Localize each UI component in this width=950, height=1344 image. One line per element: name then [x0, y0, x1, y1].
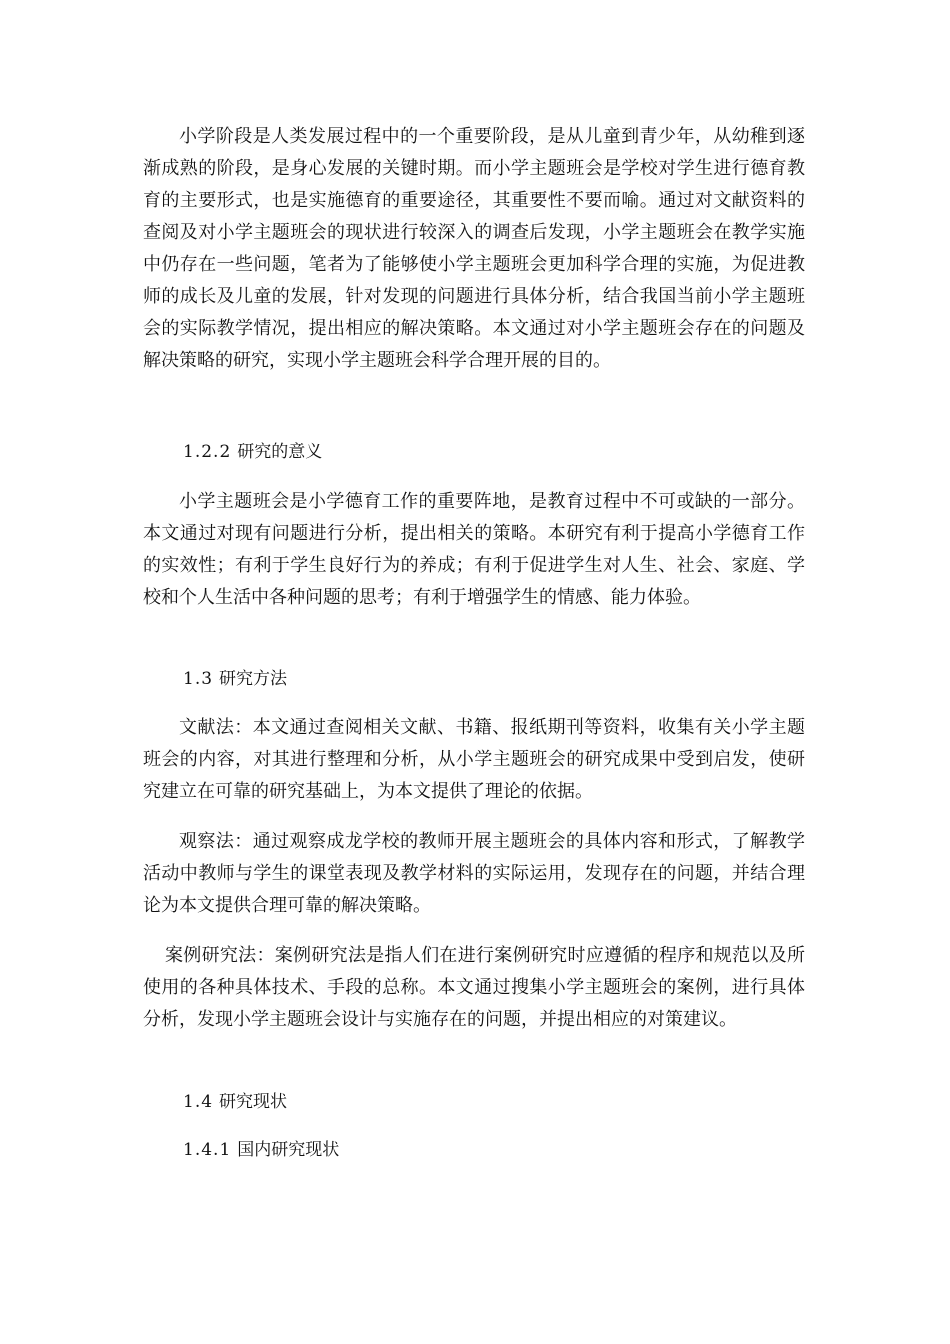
section-heading-1-4-1	[183, 1134, 339, 1166]
paragraph-research-background: 小学阶段是人类发展过程中的一个重要阶段，是从儿童到青少年，从幼稚到逐渐成熟的阶段，是身心发展的关键时期。而小学主题班会是学校对学生进行德育教育的主要形式，也是实施德育的重要途径，其重要性不要而喻。通过对文献资料的查阅及对小学主题班会的现状进行较深入的调查后发现，小学主题班会在教学实施中仍存在一些问题，笔者为了能够使小学主题班会更加科学合理的实施，为促进教师的成长及儿童的发展，针对发现的问题进行具体分析，结合我国当前小学主题班会的实际教学情况，提出相应的解决策略。本文通过对小学主题班会存在的问题及解决策略的研究，实现小学主题班会科学合理开展的目的。	[143, 126, 805, 371]
section-title: 研究的意义	[237, 442, 323, 462]
paragraph-literature-method: 文献法：本文通过查阅相关文献、书籍、报纸期刊等资料，收集有关小学主题班会的内容，对其进行整理和分析，从小学主题班会的研究成果中受到启发，使研究建立在可靠的研究基础上，为本文提供了理论的依据。	[143, 717, 805, 802]
paragraph-observation-method: 观察法：通过观察成龙学校的教师开展主题班会的具体内容和形式，了解教学活动中教师与学生的课堂表现及教学材料的实际运用，发现存在的问题，并结合理论为本文提供合理可靠的解决策略。	[143, 831, 805, 916]
paragraph-case-study-method: 案例研究法：案例研究法是指人们在进行案例研究时应遵循的程序和规范以及所使用的各种具体技术、手段的总称。本文通过搜集小学主题班会的案例，进行具体分析，发现小学主题班会设计与实施存在的问题，并提出相应的对策建议。	[143, 945, 805, 1030]
section-title: 研究现状	[219, 1092, 288, 1112]
section-number: 1.2.2	[183, 442, 232, 462]
section-heading-1-4	[183, 1086, 287, 1118]
section-heading-1-2-2	[183, 436, 322, 468]
section-number: 1.3	[183, 669, 214, 689]
section-heading-1-3	[183, 663, 287, 695]
section-number: 1.4	[183, 1092, 214, 1112]
section-number: 1.4.1	[183, 1140, 232, 1160]
paragraph-research-significance: 小学主题班会是小学德育工作的重要阵地，是教育过程中不可或缺的一部分。本文通过对现有问题进行分析，提出相关的策略。本研究有利于提高小学德育工作的实效性；有利于学生良好行为的养成；有利于促进学生对人生、社会、家庭、学校和个人生活中各种问题的思考；有利于增强学生的情感、能力体验。	[143, 491, 805, 608]
section-title: 国内研究现状	[237, 1140, 340, 1160]
section-title: 研究方法	[219, 669, 288, 689]
